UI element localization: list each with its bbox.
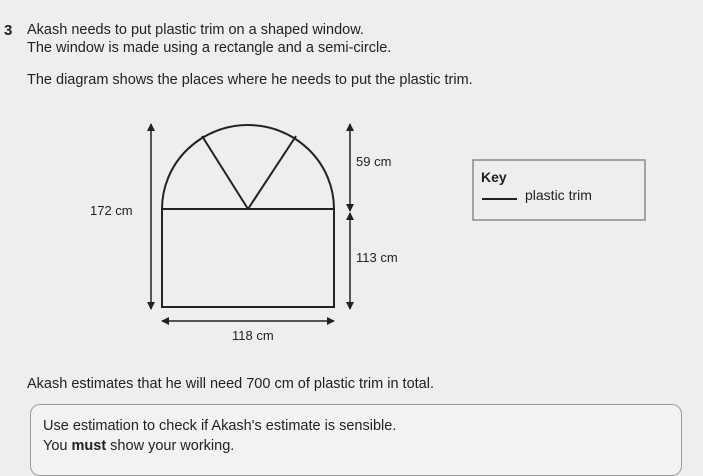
key-box — [473, 160, 645, 220]
key-title: Key — [481, 169, 507, 185]
answer-line-2-bold: must — [71, 438, 107, 454]
answer-instruction-line-2 — [43, 438, 234, 454]
question-number: 3 — [4, 22, 13, 39]
semicircle-trim — [162, 125, 334, 209]
v-trim-right — [248, 136, 296, 209]
label-width: 118 cm — [232, 328, 274, 343]
answer-line-2-prefix: You — [43, 438, 72, 454]
rectangle-trim — [162, 209, 334, 307]
key-item-label: plastic trim — [525, 187, 592, 203]
question-text-line-2: The window is made using a rectangle and a semi-circle. — [27, 40, 392, 56]
window-shape — [162, 125, 334, 307]
label-total-height: 172 cm — [90, 203, 133, 218]
answer-instruction-line-1: Use estimation to check if Akash's estimate is sensible. — [43, 418, 397, 434]
answer-box — [30, 404, 682, 476]
estimate-text: Akash estimates that he will need 700 cm of plastic trim in total. — [27, 376, 434, 392]
v-trim-left — [202, 136, 248, 209]
answer-line-2-suffix: show your working. — [106, 438, 235, 454]
label-rectangle-height: 113 cm — [356, 250, 398, 265]
question-text-line-3: The diagram shows the places where he needs to put the plastic trim. — [27, 72, 473, 88]
question-text-line-1: Akash needs to put plastic trim on a shaped window. — [27, 22, 364, 38]
label-semicircle-height: 59 cm — [356, 154, 392, 169]
